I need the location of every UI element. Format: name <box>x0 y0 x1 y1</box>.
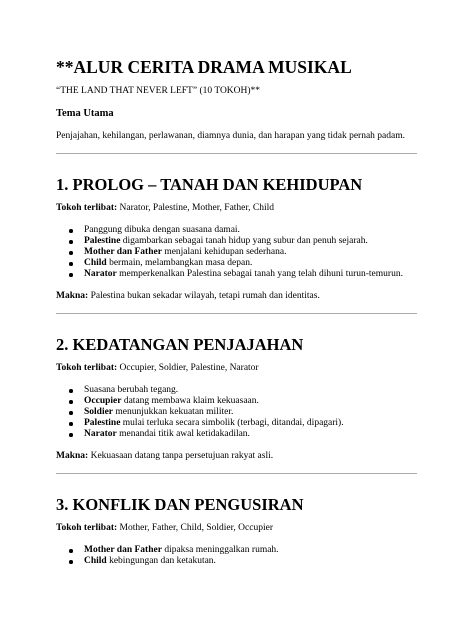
list-item: Mother dan Father dipaksa meninggalkan rumah. <box>68 545 279 556</box>
list-item: Occupier datang membawa klaim kekuasaan. <box>68 396 344 407</box>
divider <box>56 313 417 314</box>
list-item: Mother dan Father menjalani kehidupan sederhana. <box>68 247 403 258</box>
list-item: Palestine digambarkan sebagai tanah hidup yang subur dan penuh sejarah. <box>68 236 403 247</box>
section-3-characters <box>56 523 273 533</box>
characters-label: Tokoh terlibat: <box>56 523 118 533</box>
characters-list: Occupier, Soldier, Palestine, Narator <box>119 363 259 373</box>
section-2-meaning: Makna: Kekuasaan datang tanpa persetujuan rakyat asli. <box>56 451 274 461</box>
document-subtitle: “THE LAND THAT NEVER LEFT” (10 TOKOH)** <box>56 86 261 96</box>
section-1-characters <box>56 203 274 213</box>
section-3-bullets <box>68 545 279 567</box>
meaning-label: Makna: <box>56 451 89 461</box>
theme-heading: Tema Utama <box>56 108 114 119</box>
section-2-characters <box>56 363 259 373</box>
section-2-heading: 2. KEDATANGAN PENJAJAHAN <box>56 335 304 354</box>
characters-list: Narator, Palestine, Mother, Father, Child <box>119 203 275 213</box>
document-title: **ALUR CERITA DRAMA MUSIKAL <box>56 57 352 77</box>
section-1-heading: 1. PROLOG – TANAH DAN KEHIDUPAN <box>56 175 363 194</box>
section-1-bullets <box>68 225 403 280</box>
characters-label: Tokoh terlibat: <box>56 363 118 373</box>
list-item: Soldier menunjukkan kekuatan militer. <box>68 407 344 418</box>
list-item: Child bermain, melambangkan masa depan. <box>68 258 403 269</box>
list-item: Palestine mulai terluka secara simbolik (terbagi, ditandai, dipagari). <box>68 418 344 429</box>
characters-label: Tokoh terlibat: <box>56 203 118 213</box>
theme-text: Penjajahan, kehilangan, perlawanan, diamnya dunia, dan harapan yang tidak pernah padam. <box>56 131 405 141</box>
section-1-meaning: Makna: Palestina bukan sekadar wilayah, tetapi rumah dan identitas. <box>56 291 320 301</box>
list-item: Panggung dibuka dengan suasana damai. <box>68 225 403 236</box>
section-2-bullets <box>68 385 344 440</box>
list-item: Narator memperkenalkan Palestina sebagai tanah yang telah dihuni turun-temurun. <box>68 269 403 280</box>
divider <box>56 153 417 154</box>
list-item: Suasana berubah tegang. <box>68 385 344 396</box>
list-item: Child kebingungan dan ketakutan. <box>68 556 279 567</box>
section-3-heading: 3. KONFLIK DAN PENGUSIRAN <box>56 495 304 514</box>
meaning-label: Makna: <box>56 291 89 301</box>
divider <box>56 473 417 474</box>
list-item: Narator menandai titik awal ketidakadilan. <box>68 429 344 440</box>
characters-list: Mother, Father, Child, Soldier, Occupier <box>119 523 273 533</box>
